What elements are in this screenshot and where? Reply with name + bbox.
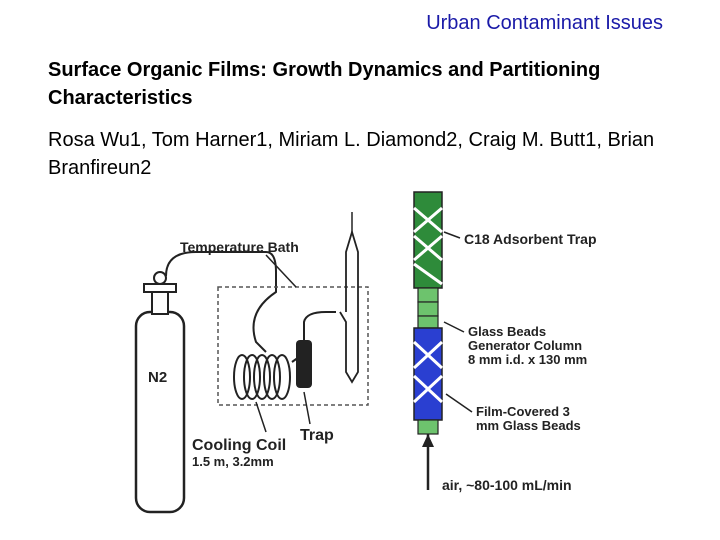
- n2-cylinder: [136, 272, 184, 512]
- n2-label: N2: [148, 369, 168, 386]
- air-flow-label: air, ~80-100 mL/min: [442, 477, 572, 493]
- trap-vessel: [296, 312, 336, 388]
- slide-title: Surface Organic Films: Growth Dynamics and Partitioning Characteristics: [48, 59, 601, 109]
- trap-pointer: [304, 392, 310, 424]
- generator-column-label: Generator Column: [468, 338, 583, 353]
- coil-pointer: [256, 402, 266, 432]
- column-dimensions-label: 8 mm i.d. x 130 mm: [468, 352, 588, 367]
- film-beads-label: Film-Covered 3: [476, 404, 570, 419]
- outlet-column: [340, 212, 358, 382]
- trap-label: Trap: [300, 427, 334, 444]
- author-list: Rosa Wu1, Tom Harner1, Miriam L. Diamond2, Craig M. Butt1, Brian Branfireun2: [48, 129, 655, 178]
- generator-column: [414, 192, 442, 490]
- bath-pointer: [266, 255, 296, 287]
- c18-trap-label: C18 Adsorbent Trap: [464, 231, 597, 247]
- glass-beads-label: Glass Beads: [468, 324, 547, 339]
- cooling-coil-label: Cooling Coil: [192, 437, 287, 454]
- cooling-coil: [234, 355, 290, 399]
- temperature-bath-label: Temperature Bath: [180, 239, 299, 255]
- apparatus-svg: [96, 172, 668, 520]
- apparatus-diagram: [96, 172, 668, 520]
- film-beads-size-label: mm Glass Beads: [476, 418, 581, 433]
- section-header: Urban Contaminant Issues: [426, 12, 663, 34]
- cooling-coil-spec: 1.5 m, 3.2mm: [192, 454, 274, 469]
